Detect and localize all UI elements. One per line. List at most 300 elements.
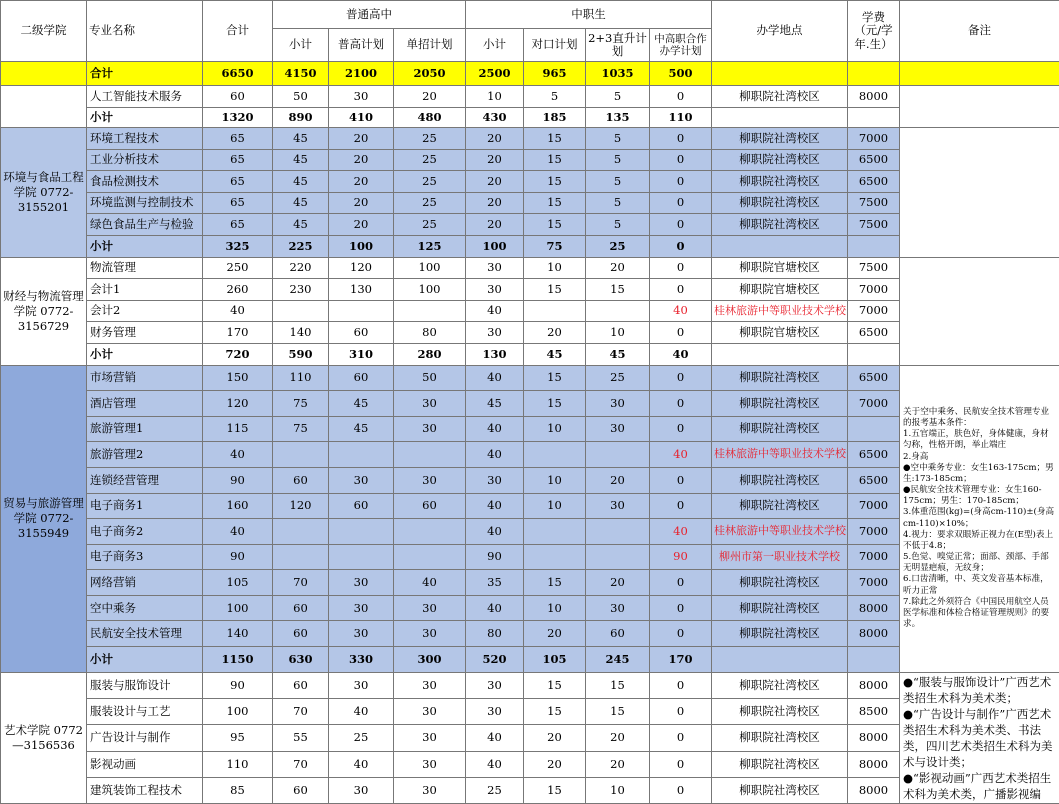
campus-location: 柳职院社湾校区: [712, 778, 848, 804]
remark-cell: [900, 257, 1059, 365]
plan-value: 20: [524, 751, 586, 777]
plan-value: 20: [586, 725, 650, 751]
plan-value: 45: [273, 171, 329, 193]
plan-value: 60: [273, 672, 329, 698]
plan-value: 30: [329, 467, 394, 493]
plan-value: 5: [524, 86, 586, 108]
plan-value: 60: [273, 621, 329, 647]
plan-value: [524, 544, 586, 570]
plan-value: 30: [329, 570, 394, 596]
plan-value: 65: [203, 214, 273, 236]
grand-total-value: 965: [524, 62, 586, 86]
tuition-fee: 8000: [848, 725, 900, 751]
plan-value: [586, 544, 650, 570]
subtotal-value: 310: [329, 343, 394, 365]
tuition-fee: 7500: [848, 257, 900, 279]
table-row: [1, 86, 1059, 108]
plan-value: 15: [524, 171, 586, 193]
grand-total-row: [1, 62, 1059, 86]
subtotal-value: 170: [650, 647, 712, 673]
table-row: [1, 128, 1059, 150]
plan-value: 110: [273, 365, 329, 391]
major-name: 电子商务2: [87, 519, 203, 545]
campus-location: 柳职院社湾校区: [712, 493, 848, 519]
plan-value: 25: [394, 171, 466, 193]
plan-value: 20: [466, 149, 524, 171]
plan-value: 60: [394, 493, 466, 519]
plan-value: 0: [650, 322, 712, 344]
plan-value: 250: [203, 257, 273, 279]
plan-value: 0: [650, 416, 712, 442]
plan-value: 0: [650, 751, 712, 777]
plan-value: [524, 300, 586, 322]
major-name: 工业分析技术: [87, 149, 203, 171]
plan-value: 25: [394, 128, 466, 150]
plan-value: 90: [203, 467, 273, 493]
plan-value: 60: [273, 595, 329, 621]
plan-value: 30: [329, 778, 394, 804]
header-v-coop: 中高职合作办学计划: [650, 29, 712, 62]
tuition-fee: 8000: [848, 751, 900, 777]
plan-value: 115: [203, 416, 273, 442]
campus-location: 柳职院社湾校区: [712, 672, 848, 698]
campus-location: 桂林旅游中等职业技术学校: [712, 300, 848, 322]
major-name: 服装设计与工艺: [87, 699, 203, 725]
grand-total-value: 4150: [273, 62, 329, 86]
plan-value: 0: [650, 595, 712, 621]
tuition-fee: 6500: [848, 149, 900, 171]
tuition-fee: 6500: [848, 365, 900, 391]
plan-value: 40: [466, 725, 524, 751]
plan-value: 30: [586, 416, 650, 442]
subtotal-value: 25: [586, 235, 650, 257]
tuition-fee: 7000: [848, 391, 900, 417]
plan-value: 0: [650, 171, 712, 193]
grand-total-location: [712, 62, 848, 86]
campus-location: 柳职院社湾校区: [712, 416, 848, 442]
campus-location: 柳职院社湾校区: [712, 595, 848, 621]
tuition-fee: 7000: [848, 279, 900, 301]
subtotal-value: 110: [650, 108, 712, 128]
subtotal-value: 40: [650, 343, 712, 365]
plan-value: 40: [466, 751, 524, 777]
plan-value: 40: [203, 519, 273, 545]
subtotal-value: 125: [394, 235, 466, 257]
major-name: 食品检测技术: [87, 171, 203, 193]
plan-value: 70: [273, 751, 329, 777]
tuition-fee: 7000: [848, 493, 900, 519]
remark-cell: 关于空中乘务、民航安全技术管理专业的报考基本条件： 1.五官端正，肤色好，身体健康，身材匀称，性格开朗，举止端庄 2.身高 ●空中乘务专业：女生163-175cm；男生:173-185cm； ●民航安全技术管理专业：女生160-175cm；男生：170-185cm； 3.体重范围(kg)=(身高cm-110)±(身高cm-110)×10%； 4.视力：要求双眼矫正视力在(E型)表上不低于4.8； 5.色觉、嗅觉正常；面部、颈部、手部无明显疤痕，无纹身； 6.口齿清晰，中、英文发音基本标准，听力正常 7.除此之外须符合《中国民用航空人员医学标准和体检合格证管理规则》的要求。: [900, 365, 1059, 672]
major-name: 民航安全技术管理: [87, 621, 203, 647]
plan-value: [329, 544, 394, 570]
major-name: 绿色食品生产与检验: [87, 214, 203, 236]
plan-value: 30: [466, 257, 524, 279]
plan-value: 15: [524, 128, 586, 150]
plan-value: 60: [329, 322, 394, 344]
plan-value: 230: [273, 279, 329, 301]
subtotal-value: 45: [524, 343, 586, 365]
plan-value: 10: [586, 322, 650, 344]
plan-value: [586, 519, 650, 545]
plan-value: 30: [394, 751, 466, 777]
subtotal-fee: [848, 647, 900, 673]
plan-value: 20: [329, 149, 394, 171]
plan-value: 40: [329, 751, 394, 777]
subtotal-label: 小计: [87, 647, 203, 673]
header-major: 专业名称: [87, 1, 203, 62]
plan-value: 20: [586, 467, 650, 493]
table-row: [1, 672, 1059, 698]
plan-value: 160: [203, 493, 273, 519]
campus-location: 柳职院社湾校区: [712, 192, 848, 214]
grand-total-value: 500: [650, 62, 712, 86]
plan-value: 100: [394, 279, 466, 301]
plan-value: 40: [650, 519, 712, 545]
plan-value: 20: [524, 725, 586, 751]
plan-value: 220: [273, 257, 329, 279]
plan-value: 0: [650, 257, 712, 279]
campus-location: 柳职院社湾校区: [712, 149, 848, 171]
plan-value: 100: [203, 595, 273, 621]
campus-location: 柳职院社湾校区: [712, 699, 848, 725]
plan-value: 90: [203, 672, 273, 698]
plan-value: 150: [203, 365, 273, 391]
tuition-fee: 6500: [848, 467, 900, 493]
plan-value: 45: [273, 149, 329, 171]
plan-value: 110: [203, 751, 273, 777]
campus-location: 柳职院官塘校区: [712, 257, 848, 279]
plan-value: 25: [586, 365, 650, 391]
plan-value: 30: [466, 279, 524, 301]
campus-location: 柳职院社湾校区: [712, 171, 848, 193]
plan-value: 30: [394, 467, 466, 493]
tuition-fee: 8000: [848, 672, 900, 698]
tuition-fee: 7000: [848, 570, 900, 596]
subtotal-fee: [848, 343, 900, 365]
subtotal-value: 410: [329, 108, 394, 128]
subtotal-label: 小计: [87, 235, 203, 257]
plan-value: 15: [524, 365, 586, 391]
plan-value: 40: [650, 300, 712, 322]
major-name: 建筑装饰工程技术: [87, 778, 203, 804]
plan-value: 260: [203, 279, 273, 301]
plan-value: 0: [650, 570, 712, 596]
plan-value: 25: [466, 778, 524, 804]
plan-value: 120: [203, 391, 273, 417]
plan-value: 40: [329, 699, 394, 725]
campus-location: 桂林旅游中等职业技术学校: [712, 519, 848, 545]
plan-value: 65: [203, 171, 273, 193]
subtotal-label: 小计: [87, 108, 203, 128]
subtotal-value: 590: [273, 343, 329, 365]
subtotal-location: [712, 343, 848, 365]
subtotal-value: 1150: [203, 647, 273, 673]
subtotal-fee: [848, 235, 900, 257]
plan-value: 20: [466, 128, 524, 150]
subtotal-label: 小计: [87, 343, 203, 365]
plan-value: 0: [650, 778, 712, 804]
plan-value: 40: [466, 300, 524, 322]
subtotal-value: 430: [466, 108, 524, 128]
plan-value: 65: [203, 128, 273, 150]
major-name: 旅游管理1: [87, 416, 203, 442]
plan-value: [273, 300, 329, 322]
major-name: 人工智能技术服务: [87, 86, 203, 108]
plan-value: 30: [586, 391, 650, 417]
plan-value: [329, 519, 394, 545]
grand-total-college: [1, 62, 87, 86]
plan-value: 10: [524, 467, 586, 493]
plan-value: 30: [586, 493, 650, 519]
plan-value: 90: [203, 544, 273, 570]
plan-value: 60: [329, 493, 394, 519]
major-name: 旅游管理2: [87, 442, 203, 468]
tuition-fee: 8000: [848, 595, 900, 621]
remark-cell: [900, 128, 1059, 258]
header-fee: 学费（元/学年.生）: [848, 1, 900, 62]
plan-value: 95: [203, 725, 273, 751]
subtotal-value: 325: [203, 235, 273, 257]
subtotal-value: 1320: [203, 108, 273, 128]
campus-location: 柳职院社湾校区: [712, 365, 848, 391]
tuition-fee: 7500: [848, 192, 900, 214]
plan-value: 5: [586, 171, 650, 193]
plan-value: 40: [466, 519, 524, 545]
plan-value: 45: [273, 214, 329, 236]
subtotal-value: 0: [650, 235, 712, 257]
grand-total-value: 6650: [203, 62, 273, 86]
plan-value: 60: [586, 621, 650, 647]
subtotal-value: 75: [524, 235, 586, 257]
plan-value: 30: [466, 322, 524, 344]
grand-total-remark: [900, 62, 1059, 86]
plan-value: 0: [650, 725, 712, 751]
major-name: 环境工程技术: [87, 128, 203, 150]
plan-value: 170: [203, 322, 273, 344]
plan-value: [524, 442, 586, 468]
plan-value: 15: [586, 672, 650, 698]
subtotal-value: 720: [203, 343, 273, 365]
plan-value: [394, 519, 466, 545]
tuition-fee: 7500: [848, 214, 900, 236]
plan-value: 30: [394, 672, 466, 698]
plan-value: 0: [650, 86, 712, 108]
plan-value: 15: [524, 149, 586, 171]
plan-value: 50: [273, 86, 329, 108]
plan-value: 40: [203, 300, 273, 322]
subtotal-fee: [848, 108, 900, 128]
campus-location: 柳职院社湾校区: [712, 214, 848, 236]
header-total: 合计: [203, 1, 273, 62]
campus-location: 柳职院社湾校区: [712, 391, 848, 417]
plan-value: [273, 442, 329, 468]
subtotal-value: 330: [329, 647, 394, 673]
campus-location: 柳职院社湾校区: [712, 128, 848, 150]
plan-value: 0: [650, 699, 712, 725]
plan-value: 75: [273, 391, 329, 417]
plan-value: 90: [466, 544, 524, 570]
plan-value: 40: [466, 365, 524, 391]
plan-value: 40: [466, 442, 524, 468]
tuition-fee: 7000: [848, 128, 900, 150]
subtotal-value: 280: [394, 343, 466, 365]
grand-total-label: 合计: [87, 62, 203, 86]
plan-value: 0: [650, 391, 712, 417]
plan-value: 30: [466, 699, 524, 725]
plan-value: 100: [203, 699, 273, 725]
tuition-fee: 6500: [848, 171, 900, 193]
plan-value: 15: [524, 279, 586, 301]
header-v-2plus3: 2+3直升计划: [586, 29, 650, 62]
major-name: 网络营销: [87, 570, 203, 596]
campus-location: 柳职院社湾校区: [712, 725, 848, 751]
plan-value: 40: [394, 570, 466, 596]
tuition-fee: 8000: [848, 86, 900, 108]
plan-value: 5: [586, 149, 650, 171]
college-name: 艺术学院 0772—3156536: [1, 672, 87, 804]
remark-cell: ●“服装与服饰设计”广西艺术类招生术科为美术类； ●“广告设计与制作”广西艺术类招生术科为美术类、书法类，四川艺术类招生术科为美术与设计类； ●“影视动画”广西艺术类招生术科为美术类，广播影视编: [900, 672, 1059, 804]
subtotal-value: 135: [586, 108, 650, 128]
plan-value: 50: [394, 365, 466, 391]
plan-value: 0: [650, 672, 712, 698]
major-name: 酒店管理: [87, 391, 203, 417]
plan-value: 20: [466, 214, 524, 236]
plan-value: 15: [524, 570, 586, 596]
plan-value: 10: [524, 416, 586, 442]
plan-value: 10: [524, 257, 586, 279]
tuition-fee: 7000: [848, 519, 900, 545]
campus-location: 柳职院社湾校区: [712, 467, 848, 493]
plan-value: 20: [329, 128, 394, 150]
plan-value: 5: [586, 86, 650, 108]
plan-value: 5: [586, 192, 650, 214]
plan-value: 80: [466, 621, 524, 647]
grand-total-fee: [848, 62, 900, 86]
plan-value: 30: [394, 416, 466, 442]
plan-value: 30: [466, 672, 524, 698]
plan-value: 55: [273, 725, 329, 751]
subtotal-value: 480: [394, 108, 466, 128]
major-name: 环境监测与控制技术: [87, 192, 203, 214]
plan-value: 60: [329, 365, 394, 391]
major-name: 财务管理: [87, 322, 203, 344]
plan-value: 0: [650, 467, 712, 493]
plan-value: 20: [466, 171, 524, 193]
tuition-fee: [848, 416, 900, 442]
plan-value: 45: [466, 391, 524, 417]
plan-value: 85: [203, 778, 273, 804]
header-v-counterpart: 对口计划: [524, 29, 586, 62]
major-name: 会计1: [87, 279, 203, 301]
campus-location: 柳职院社湾校区: [712, 751, 848, 777]
plan-value: 20: [586, 257, 650, 279]
plan-value: 30: [394, 699, 466, 725]
plan-value: 30: [394, 778, 466, 804]
table-row: [1, 365, 1059, 391]
plan-value: 120: [329, 257, 394, 279]
plan-value: [273, 519, 329, 545]
plan-value: 100: [394, 257, 466, 279]
plan-value: 30: [466, 467, 524, 493]
campus-location: 桂林旅游中等职业技术学校: [712, 442, 848, 468]
major-name: 电子商务1: [87, 493, 203, 519]
plan-value: 15: [524, 214, 586, 236]
plan-value: 15: [524, 699, 586, 725]
plan-value: 15: [524, 391, 586, 417]
plan-value: 30: [586, 595, 650, 621]
grand-total-value: 1035: [586, 62, 650, 86]
subtotal-value: 130: [466, 343, 524, 365]
subtotal-location: [712, 108, 848, 128]
tuition-fee: 8000: [848, 621, 900, 647]
plan-value: 0: [650, 128, 712, 150]
plan-value: 45: [273, 192, 329, 214]
plan-value: [394, 300, 466, 322]
plan-value: 10: [524, 493, 586, 519]
plan-value: 25: [329, 725, 394, 751]
plan-value: 40: [466, 595, 524, 621]
major-name: 物流管理: [87, 257, 203, 279]
plan-value: [394, 442, 466, 468]
tuition-fee: 6500: [848, 442, 900, 468]
major-name: 影视动画: [87, 751, 203, 777]
plan-value: 25: [394, 192, 466, 214]
plan-value: 0: [650, 214, 712, 236]
plan-value: 20: [329, 171, 394, 193]
plan-value: 0: [650, 279, 712, 301]
campus-location: 柳职院官塘校区: [712, 279, 848, 301]
plan-value: [586, 442, 650, 468]
subtotal-value: 520: [466, 647, 524, 673]
plan-value: 65: [203, 149, 273, 171]
remark-cell: [900, 86, 1059, 128]
college-name: 贸易与旅游管理学院 0772-3155949: [1, 365, 87, 672]
plan-value: 30: [329, 595, 394, 621]
plan-value: 120: [273, 493, 329, 519]
header-general-hs: 普通高中: [273, 1, 466, 29]
plan-value: [329, 442, 394, 468]
plan-value: 75: [273, 416, 329, 442]
plan-value: 10: [524, 595, 586, 621]
college-name: 环境与食品工程学院 0772-3155201: [1, 128, 87, 258]
plan-value: 0: [650, 192, 712, 214]
plan-value: 20: [586, 570, 650, 596]
plan-value: 80: [394, 322, 466, 344]
plan-value: 30: [329, 672, 394, 698]
major-name: 服装与服饰设计: [87, 672, 203, 698]
grand-total-value: 2500: [466, 62, 524, 86]
plan-value: 40: [650, 442, 712, 468]
plan-value: [394, 544, 466, 570]
header-gh-single-plan: 单招计划: [394, 29, 466, 62]
major-name: 空中乘务: [87, 595, 203, 621]
subtotal-value: 630: [273, 647, 329, 673]
campus-location: 柳职院社湾校区: [712, 621, 848, 647]
plan-value: 45: [273, 128, 329, 150]
plan-value: 40: [466, 493, 524, 519]
plan-value: 60: [273, 778, 329, 804]
major-name: 市场营销: [87, 365, 203, 391]
plan-value: 20: [524, 322, 586, 344]
plan-value: 45: [329, 416, 394, 442]
plan-value: 15: [524, 778, 586, 804]
plan-value: 25: [394, 149, 466, 171]
plan-value: 20: [329, 214, 394, 236]
header-vocational: 中职生: [466, 1, 712, 29]
header-college: 二级学院: [1, 1, 87, 62]
tuition-fee: 8500: [848, 699, 900, 725]
plan-value: 20: [586, 751, 650, 777]
